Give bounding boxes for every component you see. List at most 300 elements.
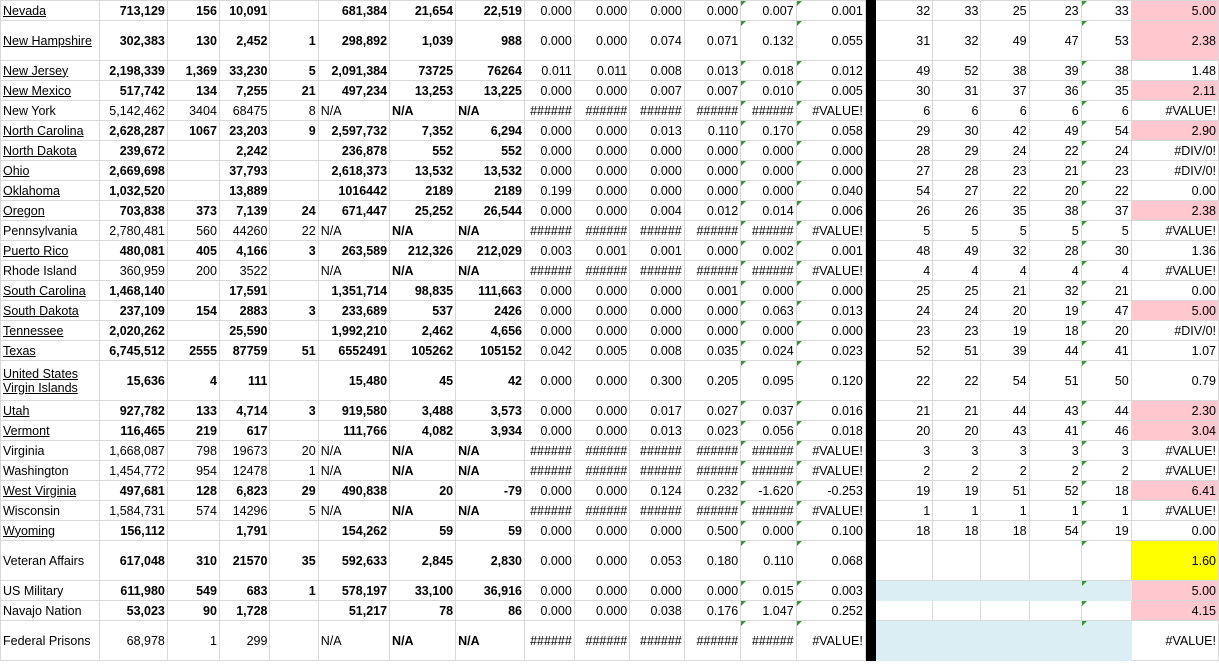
cell-c2[interactable]: 219 — [167, 421, 219, 441]
cell-c7[interactable]: N/A — [456, 621, 525, 661]
cell-c13[interactable]: #VALUE! — [796, 501, 865, 521]
cell-c2[interactable]: 549 — [167, 581, 219, 601]
cell-c3[interactable]: 683 — [219, 581, 270, 601]
cell-last[interactable]: #VALUE! — [1131, 101, 1218, 121]
cell-c10[interactable]: 0.074 — [630, 21, 685, 61]
cell-c2[interactable]: 4 — [167, 361, 219, 401]
cell-c6[interactable]: N/A — [390, 101, 456, 121]
cell-last[interactable]: 6.41 — [1131, 481, 1218, 501]
cell-c12[interactable]: 0.014 — [741, 201, 796, 221]
cell-c11[interactable]: 0.180 — [684, 541, 740, 581]
cell-c10[interactable]: 0.004 — [630, 201, 685, 221]
cell-c2[interactable] — [167, 521, 219, 541]
cell-c5[interactable]: 6552491 — [318, 341, 389, 361]
cell-c10[interactable]: 0.000 — [630, 161, 685, 181]
cell-c9[interactable]: ###### — [574, 261, 629, 281]
cell-c10[interactable]: 0.124 — [630, 481, 685, 501]
cell-c12[interactable]: 0.024 — [741, 341, 796, 361]
row-label-cell[interactable]: Puerto Rico — [1, 241, 100, 261]
cell-c6[interactable]: 20 — [390, 481, 456, 501]
cell-c10[interactable]: 0.000 — [630, 281, 685, 301]
cell-c13[interactable]: -0.253 — [796, 481, 865, 501]
cell-c13[interactable]: 0.018 — [796, 421, 865, 441]
cell-last[interactable]: 1.36 — [1131, 241, 1218, 261]
cell-last[interactable]: #DIV/0! — [1131, 161, 1218, 181]
cell-r4[interactable]: 36 — [1029, 81, 1081, 101]
cell-c6[interactable]: 1,039 — [390, 21, 456, 61]
cell-c11[interactable]: ###### — [684, 621, 740, 661]
cell-c1[interactable]: 5,142,462 — [100, 101, 168, 121]
cell-r3[interactable]: 24 — [981, 141, 1029, 161]
cell-c3[interactable]: 2,242 — [219, 141, 270, 161]
cell-c8[interactable]: 0.000 — [524, 541, 574, 581]
cell-c5[interactable]: N/A — [318, 441, 389, 461]
cell-c8[interactable]: 0.000 — [524, 141, 574, 161]
cell-c3[interactable]: 2883 — [219, 301, 270, 321]
cell-c3[interactable]: 10,091 — [219, 1, 270, 21]
cell-r1[interactable] — [875, 581, 933, 601]
cell-c5[interactable]: 2,091,384 — [318, 61, 389, 81]
cell-r2[interactable]: 23 — [933, 321, 981, 341]
cell-c7[interactable]: 6,294 — [456, 121, 525, 141]
cell-r3[interactable]: 23 — [981, 161, 1029, 181]
cell-c7[interactable]: N/A — [456, 441, 525, 461]
cell-c10[interactable]: 0.008 — [630, 61, 685, 81]
cell-r1[interactable]: 31 — [875, 21, 933, 61]
cell-c10[interactable]: 0.017 — [630, 401, 685, 421]
cell-c5[interactable]: 681,384 — [318, 1, 389, 21]
cell-c9[interactable]: ###### — [574, 441, 629, 461]
cell-c3[interactable]: 25,590 — [219, 321, 270, 341]
cell-c1[interactable]: 2,628,287 — [100, 121, 168, 141]
cell-c12[interactable]: ###### — [741, 221, 796, 241]
cell-r3[interactable] — [981, 541, 1029, 581]
cell-c9[interactable]: ###### — [574, 221, 629, 241]
cell-c5[interactable]: N/A — [318, 501, 389, 521]
cell-c12[interactable]: 0.000 — [741, 521, 796, 541]
cell-c12[interactable]: 0.056 — [741, 421, 796, 441]
cell-c2[interactable]: 1,369 — [167, 61, 219, 81]
cell-c9[interactable]: 0.000 — [574, 301, 629, 321]
cell-c11[interactable]: 0.000 — [684, 141, 740, 161]
cell-c5[interactable]: 592,633 — [318, 541, 389, 581]
cell-c3[interactable]: 7,139 — [219, 201, 270, 221]
cell-c8[interactable]: 0.000 — [524, 421, 574, 441]
cell-c4[interactable]: 1 — [270, 581, 318, 601]
cell-c10[interactable]: ###### — [630, 221, 685, 241]
cell-c3[interactable]: 6,823 — [219, 481, 270, 501]
cell-c9[interactable]: 0.000 — [574, 321, 629, 341]
cell-c1[interactable]: 2,020,262 — [100, 321, 168, 341]
cell-c5[interactable]: 298,892 — [318, 21, 389, 61]
cell-c11[interactable]: 0.000 — [684, 181, 740, 201]
cell-c6[interactable]: N/A — [390, 261, 456, 281]
cell-c9[interactable]: 0.000 — [574, 141, 629, 161]
cell-c9[interactable]: 0.000 — [574, 1, 629, 21]
cell-c4[interactable] — [270, 261, 318, 281]
cell-c8[interactable]: 0.000 — [524, 361, 574, 401]
cell-c9[interactable]: 0.000 — [574, 401, 629, 421]
cell-c7[interactable]: 3,934 — [456, 421, 525, 441]
cell-r4[interactable]: 4 — [1029, 261, 1081, 281]
cell-c10[interactable]: 0.001 — [630, 241, 685, 261]
cell-c6[interactable]: 4,082 — [390, 421, 456, 441]
cell-c11[interactable]: 0.001 — [684, 281, 740, 301]
cell-last[interactable]: 0.00 — [1131, 181, 1218, 201]
cell-r2[interactable] — [933, 581, 981, 601]
cell-r3[interactable]: 51 — [981, 481, 1029, 501]
cell-c13[interactable]: 0.006 — [796, 201, 865, 221]
cell-c9[interactable]: 0.000 — [574, 161, 629, 181]
cell-c7[interactable]: 2,830 — [456, 541, 525, 581]
cell-c10[interactable]: ###### — [630, 261, 685, 281]
cell-c12[interactable]: 0.015 — [741, 581, 796, 601]
cell-last[interactable]: #VALUE! — [1131, 621, 1218, 661]
cell-c6[interactable]: 552 — [390, 141, 456, 161]
cell-c5[interactable]: 2,618,373 — [318, 161, 389, 181]
cell-c6[interactable]: N/A — [390, 501, 456, 521]
cell-r3[interactable] — [981, 621, 1029, 661]
cell-c10[interactable]: ###### — [630, 621, 685, 661]
cell-r5[interactable]: 37 — [1081, 201, 1131, 221]
cell-c12[interactable]: ###### — [741, 441, 796, 461]
cell-c5[interactable]: 236,878 — [318, 141, 389, 161]
cell-r3[interactable]: 32 — [981, 241, 1029, 261]
cell-c6[interactable]: N/A — [390, 221, 456, 241]
cell-r1[interactable]: 52 — [875, 341, 933, 361]
cell-c6[interactable]: 13,253 — [390, 81, 456, 101]
cell-c10[interactable]: 0.007 — [630, 81, 685, 101]
cell-r1[interactable]: 49 — [875, 61, 933, 81]
row-label-cell[interactable]: Wisconsin — [1, 501, 100, 521]
cell-r5[interactable]: 6 — [1081, 101, 1131, 121]
row-label-cell[interactable]: West Virginia — [1, 481, 100, 501]
cell-c11[interactable]: ###### — [684, 221, 740, 241]
cell-c2[interactable]: 798 — [167, 441, 219, 461]
cell-c11[interactable]: ###### — [684, 261, 740, 281]
cell-c9[interactable]: ###### — [574, 621, 629, 661]
row-label-cell[interactable]: Rhode Island — [1, 261, 100, 281]
cell-r4[interactable]: 43 — [1029, 401, 1081, 421]
cell-c12[interactable]: 0.010 — [741, 81, 796, 101]
cell-c8[interactable]: ###### — [524, 501, 574, 521]
cell-r4[interactable]: 5 — [1029, 221, 1081, 241]
cell-c1[interactable]: 6,745,512 — [100, 341, 168, 361]
cell-c7[interactable]: 36,916 — [456, 581, 525, 601]
cell-c3[interactable]: 21570 — [219, 541, 270, 581]
cell-c4[interactable]: 9 — [270, 121, 318, 141]
cell-r5[interactable]: 2 — [1081, 461, 1131, 481]
cell-c2[interactable]: 1 — [167, 621, 219, 661]
cell-c12[interactable]: 0.000 — [741, 321, 796, 341]
cell-c1[interactable]: 302,383 — [100, 21, 168, 61]
cell-c3[interactable]: 14296 — [219, 501, 270, 521]
cell-c13[interactable]: #VALUE! — [796, 221, 865, 241]
cell-last[interactable]: 5.00 — [1131, 301, 1218, 321]
row-label-cell[interactable]: Virginia — [1, 441, 100, 461]
cell-c9[interactable]: 0.000 — [574, 481, 629, 501]
cell-c13[interactable]: 0.000 — [796, 321, 865, 341]
row-label-cell[interactable]: Federal Prisons — [1, 621, 100, 661]
row-label-cell[interactable]: New Hampshire — [1, 21, 100, 61]
cell-r3[interactable]: 39 — [981, 341, 1029, 361]
cell-c11[interactable]: 0.000 — [684, 161, 740, 181]
cell-r3[interactable]: 38 — [981, 61, 1029, 81]
cell-c4[interactable] — [270, 521, 318, 541]
cell-c12[interactable]: 0.110 — [741, 541, 796, 581]
cell-c4[interactable]: 51 — [270, 341, 318, 361]
cell-c4[interactable]: 3 — [270, 241, 318, 261]
cell-r2[interactable] — [933, 601, 981, 621]
cell-r1[interactable]: 3 — [875, 441, 933, 461]
cell-c9[interactable]: ###### — [574, 501, 629, 521]
cell-last[interactable]: #DIV/0! — [1131, 321, 1218, 341]
cell-c2[interactable] — [167, 321, 219, 341]
cell-c1[interactable]: 2,780,481 — [100, 221, 168, 241]
cell-r1[interactable]: 22 — [875, 361, 933, 401]
cell-r5[interactable]: 18 — [1081, 481, 1131, 501]
cell-r4[interactable]: 44 — [1029, 341, 1081, 361]
cell-c11[interactable]: 0.000 — [684, 241, 740, 261]
cell-c11[interactable]: 0.000 — [684, 581, 740, 601]
cell-r3[interactable]: 25 — [981, 1, 1029, 21]
cell-c1[interactable]: 617,048 — [100, 541, 168, 581]
cell-c13[interactable]: #VALUE! — [796, 441, 865, 461]
cell-r1[interactable]: 48 — [875, 241, 933, 261]
cell-c6[interactable]: 73725 — [390, 61, 456, 81]
cell-r2[interactable]: 26 — [933, 201, 981, 221]
cell-c7[interactable]: 988 — [456, 21, 525, 61]
cell-c9[interactable]: 0.000 — [574, 181, 629, 201]
cell-r2[interactable]: 1 — [933, 501, 981, 521]
cell-c1[interactable]: 53,023 — [100, 601, 168, 621]
cell-r4[interactable]: 21 — [1029, 161, 1081, 181]
cell-r1[interactable]: 29 — [875, 121, 933, 141]
cell-c13[interactable]: 0.055 — [796, 21, 865, 61]
cell-c13[interactable]: 0.012 — [796, 61, 865, 81]
cell-c3[interactable]: 33,230 — [219, 61, 270, 81]
cell-c6[interactable]: 21,654 — [390, 1, 456, 21]
cell-c3[interactable]: 37,793 — [219, 161, 270, 181]
cell-c12[interactable]: 0.063 — [741, 301, 796, 321]
cell-c7[interactable]: 13,225 — [456, 81, 525, 101]
cell-c11[interactable]: 0.000 — [684, 301, 740, 321]
cell-c10[interactable]: 0.000 — [630, 301, 685, 321]
cell-c4[interactable] — [270, 281, 318, 301]
cell-c4[interactable] — [270, 161, 318, 181]
cell-r2[interactable]: 6 — [933, 101, 981, 121]
cell-c9[interactable]: 0.000 — [574, 541, 629, 581]
cell-last[interactable]: 2.38 — [1131, 21, 1218, 61]
cell-c12[interactable]: ###### — [741, 461, 796, 481]
cell-c11[interactable]: 0.013 — [684, 61, 740, 81]
cell-c2[interactable] — [167, 161, 219, 181]
cell-r5[interactable]: 19 — [1081, 521, 1131, 541]
cell-c13[interactable]: 0.005 — [796, 81, 865, 101]
cell-r5[interactable]: 24 — [1081, 141, 1131, 161]
cell-r2[interactable]: 19 — [933, 481, 981, 501]
cell-r1[interactable]: 19 — [875, 481, 933, 501]
cell-r5[interactable]: 23 — [1081, 161, 1131, 181]
cell-c13[interactable]: 0.016 — [796, 401, 865, 421]
row-label-cell[interactable]: New Mexico — [1, 81, 100, 101]
cell-c2[interactable]: 2555 — [167, 341, 219, 361]
cell-r3[interactable]: 19 — [981, 321, 1029, 341]
cell-c5[interactable]: 233,689 — [318, 301, 389, 321]
cell-last[interactable]: 1.07 — [1131, 341, 1218, 361]
cell-r5[interactable] — [1081, 601, 1131, 621]
cell-c2[interactable]: 200 — [167, 261, 219, 281]
cell-c10[interactable]: 0.008 — [630, 341, 685, 361]
cell-c7[interactable]: N/A — [456, 501, 525, 521]
cell-c8[interactable]: 0.000 — [524, 201, 574, 221]
cell-c7[interactable]: 13,532 — [456, 161, 525, 181]
cell-c3[interactable]: 111 — [219, 361, 270, 401]
cell-r3[interactable]: 2 — [981, 461, 1029, 481]
cell-c1[interactable]: 1,668,087 — [100, 441, 168, 461]
cell-r5[interactable]: 20 — [1081, 321, 1131, 341]
cell-c3[interactable]: 299 — [219, 621, 270, 661]
cell-c8[interactable]: 0.000 — [524, 581, 574, 601]
cell-c11[interactable]: 0.071 — [684, 21, 740, 61]
cell-r2[interactable]: 5 — [933, 221, 981, 241]
cell-c5[interactable]: 1,992,210 — [318, 321, 389, 341]
cell-c13[interactable]: #VALUE! — [796, 621, 865, 661]
cell-r5[interactable]: 3 — [1081, 441, 1131, 461]
cell-c5[interactable]: N/A — [318, 461, 389, 481]
cell-c8[interactable]: ###### — [524, 461, 574, 481]
cell-c8[interactable]: ###### — [524, 261, 574, 281]
cell-c2[interactable]: 560 — [167, 221, 219, 241]
cell-c7[interactable]: 3,573 — [456, 401, 525, 421]
cell-last[interactable]: 1.60 — [1131, 541, 1218, 581]
cell-r4[interactable]: 22 — [1029, 141, 1081, 161]
cell-c9[interactable]: 0.000 — [574, 601, 629, 621]
cell-r3[interactable]: 5 — [981, 221, 1029, 241]
cell-c8[interactable]: 0.000 — [524, 301, 574, 321]
cell-c3[interactable]: 13,889 — [219, 181, 270, 201]
cell-c9[interactable]: 0.000 — [574, 281, 629, 301]
cell-r3[interactable]: 3 — [981, 441, 1029, 461]
cell-r2[interactable]: 3 — [933, 441, 981, 461]
cell-c1[interactable]: 517,742 — [100, 81, 168, 101]
cell-c1[interactable]: 237,109 — [100, 301, 168, 321]
cell-r3[interactable]: 22 — [981, 181, 1029, 201]
cell-c6[interactable]: 2189 — [390, 181, 456, 201]
cell-c5[interactable]: 1016442 — [318, 181, 389, 201]
cell-c6[interactable]: N/A — [390, 621, 456, 661]
cell-c12[interactable]: 0.007 — [741, 1, 796, 21]
cell-c2[interactable]: 90 — [167, 601, 219, 621]
cell-r5[interactable]: 33 — [1081, 1, 1131, 21]
cell-c5[interactable]: 490,838 — [318, 481, 389, 501]
row-label-cell[interactable]: New Jersey — [1, 61, 100, 81]
cell-c3[interactable]: 44260 — [219, 221, 270, 241]
cell-r2[interactable]: 51 — [933, 341, 981, 361]
cell-c3[interactable]: 17,591 — [219, 281, 270, 301]
cell-c3[interactable]: 1,791 — [219, 521, 270, 541]
cell-c6[interactable]: 212,326 — [390, 241, 456, 261]
cell-c12[interactable]: 0.000 — [741, 181, 796, 201]
cell-c4[interactable]: 3 — [270, 401, 318, 421]
cell-c12[interactable]: 0.018 — [741, 61, 796, 81]
cell-c6[interactable]: 45 — [390, 361, 456, 401]
cell-c10[interactable]: ###### — [630, 461, 685, 481]
cell-r4[interactable]: 6 — [1029, 101, 1081, 121]
cell-c13[interactable]: 0.000 — [796, 161, 865, 181]
cell-c7[interactable]: 22,519 — [456, 1, 525, 21]
cell-c4[interactable]: 24 — [270, 201, 318, 221]
cell-c12[interactable]: 0.170 — [741, 121, 796, 141]
cell-r1[interactable]: 4 — [875, 261, 933, 281]
cell-c8[interactable]: 0.000 — [524, 161, 574, 181]
cell-c13[interactable]: 0.252 — [796, 601, 865, 621]
row-label-cell[interactable]: Tennessee — [1, 321, 100, 341]
cell-r2[interactable]: 20 — [933, 421, 981, 441]
cell-c5[interactable]: N/A — [318, 101, 389, 121]
cell-r1[interactable]: 2 — [875, 461, 933, 481]
cell-c7[interactable]: 86 — [456, 601, 525, 621]
cell-c6[interactable]: 13,532 — [390, 161, 456, 181]
cell-c10[interactable]: ###### — [630, 501, 685, 521]
cell-c2[interactable]: 310 — [167, 541, 219, 581]
cell-last[interactable]: #VALUE! — [1131, 441, 1218, 461]
cell-r5[interactable] — [1081, 541, 1131, 581]
cell-r1[interactable] — [875, 541, 933, 581]
cell-r3[interactable]: 43 — [981, 421, 1029, 441]
cell-r5[interactable] — [1081, 581, 1131, 601]
cell-c6[interactable]: 7,352 — [390, 121, 456, 141]
cell-c1[interactable]: 713,129 — [100, 1, 168, 21]
cell-r2[interactable]: 31 — [933, 81, 981, 101]
cell-c10[interactable]: 0.013 — [630, 121, 685, 141]
cell-c11[interactable]: 0.205 — [684, 361, 740, 401]
cell-c11[interactable]: 0.500 — [684, 521, 740, 541]
cell-c12[interactable]: ###### — [741, 621, 796, 661]
cell-last[interactable]: 2.30 — [1131, 401, 1218, 421]
cell-last[interactable]: #VALUE! — [1131, 501, 1218, 521]
row-label-cell[interactable]: North Dakota — [1, 141, 100, 161]
cell-c2[interactable] — [167, 281, 219, 301]
cell-c8[interactable]: 0.000 — [524, 121, 574, 141]
cell-c13[interactable]: 0.001 — [796, 241, 865, 261]
cell-c6[interactable]: 78 — [390, 601, 456, 621]
cell-c5[interactable]: 1,351,714 — [318, 281, 389, 301]
cell-c1[interactable]: 480,081 — [100, 241, 168, 261]
cell-c8[interactable]: 0.000 — [524, 401, 574, 421]
cell-c9[interactable]: 0.000 — [574, 361, 629, 401]
cell-r3[interactable]: 37 — [981, 81, 1029, 101]
cell-r2[interactable]: 18 — [933, 521, 981, 541]
cell-last[interactable]: 5.00 — [1131, 581, 1218, 601]
cell-c13[interactable]: 0.100 — [796, 521, 865, 541]
cell-c8[interactable]: ###### — [524, 101, 574, 121]
cell-r2[interactable]: 27 — [933, 181, 981, 201]
cell-c2[interactable]: 154 — [167, 301, 219, 321]
cell-c5[interactable]: 51,217 — [318, 601, 389, 621]
cell-r5[interactable]: 22 — [1081, 181, 1131, 201]
row-label-cell[interactable]: US Military — [1, 581, 100, 601]
cell-c7[interactable]: 59 — [456, 521, 525, 541]
cell-c6[interactable]: 2,462 — [390, 321, 456, 341]
cell-r1[interactable]: 6 — [875, 101, 933, 121]
cell-c1[interactable]: 1,032,520 — [100, 181, 168, 201]
cell-c1[interactable]: 611,980 — [100, 581, 168, 601]
row-label-cell[interactable]: Navajo Nation — [1, 601, 100, 621]
cell-c10[interactable]: 0.000 — [630, 321, 685, 341]
cell-r3[interactable]: 18 — [981, 521, 1029, 541]
cell-c11[interactable]: 0.000 — [684, 1, 740, 21]
